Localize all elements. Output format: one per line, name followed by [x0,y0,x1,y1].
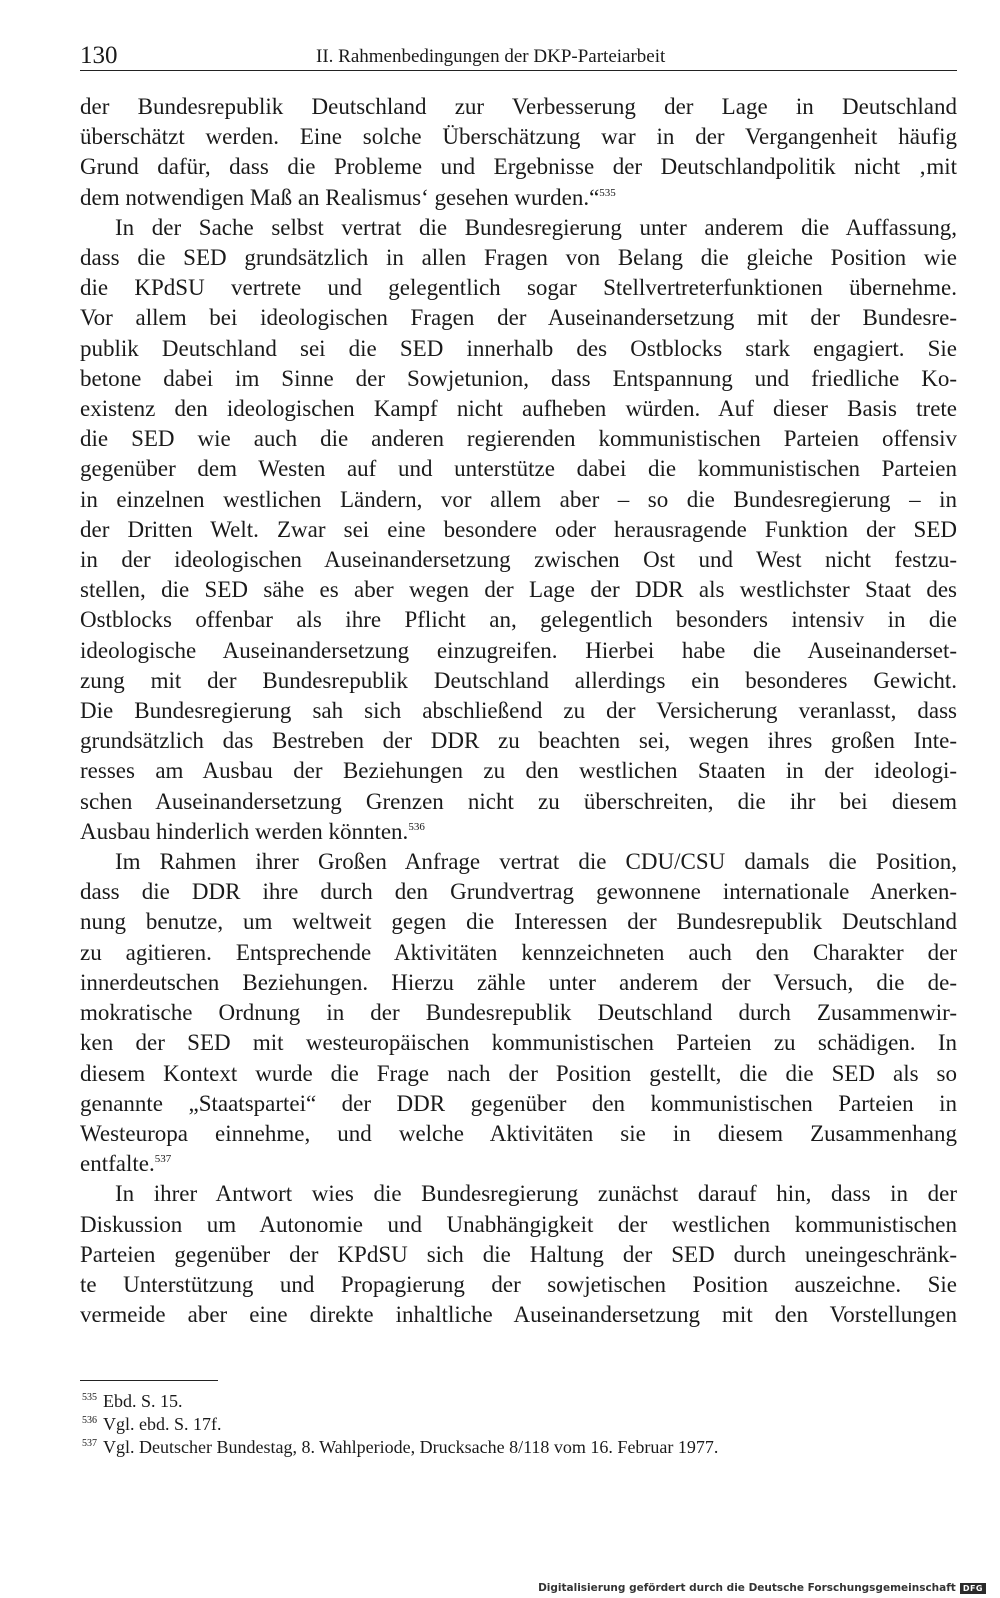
text-line: die KPdSU vertrete und gelegentlich sogar Stellvertreterfunktionen übernehme. [80,275,957,301]
text-line: resses am Ausbau der Beziehungen zu den westlichen Staaten in der ideologi- [80,758,957,784]
text-line: stellen, die SED sähe es aber wegen der Lage der DDR als westlichster Staat des [80,577,957,603]
text-line: innerdeutschen Beziehungen. Hierzu zähle unter anderem der Versuch, die de- [80,969,957,995]
text-line: gegenüber dem Westen auf und unterstütze dabei die kommunistischen Parteien [80,456,957,482]
digitization-note [538,1582,986,1594]
footnote-ref: 537 [154,1153,172,1166]
text-line: zu agitieren. Entsprechende Aktivitäten kennzeichneten auch den Charakter der [80,939,957,965]
footnote-number: 536 [82,1415,97,1426]
digitization-text: Digitalisierung gefördert durch die Deutsche Forschungsgemeinschaft [538,1582,956,1594]
footnote-text: Ebd. S. 15. [103,1391,183,1411]
footnote-ref: 536 [408,820,425,833]
text-line: der Dritten Welt. Zwar sei eine besondere oder herausragende Funktion der SED [80,516,957,542]
footnote [82,1436,952,1459]
text-line: zung mit der Bundesrepublik Deutschland allerdings ein besonderes Gewicht. [80,667,957,693]
text-line: diesem Kontext wurde die Frage nach der Position gestellt, die die SED als so [80,1060,957,1086]
text-line: nung benutze, um weltweit gegen die Interessen der Bundesrepublik Deutschland [80,909,957,935]
text-line: ideologische Auseinandersetzung einzugreifen. Hierbei habe die Auseinanderset- [80,637,957,663]
text-line: überschätzt werden. Eine solche Überschätzung war in der Vergangenheit häufig [80,124,957,150]
footnote-ref: 535 [599,186,616,199]
text-line: genannte „Staatspartei“ der DDR gegenüber den kommunistischen Parteien in [80,1090,957,1116]
footnote-text: Vgl. Deutscher Bundestag, 8. Wahlperiode, Drucksache 8/118 vom 16. Februar 1977. [103,1437,719,1457]
text-line: In ihrer Antwort wies die Bundesregierung zunächst darauf hin, dass in der [115,1181,957,1207]
text-line: betone dabei im Sinne der Sowjetunion, dass Entspannung und friedliche Ko- [80,365,957,391]
text-line: Ostblocks offenbar als ihre Pflicht an, gelegentlich besonders intensiv in die [80,607,957,633]
text-line: Grund dafür, dass die Probleme und Ergebnisse der Deutschlandpolitik nicht ‚mit [80,154,957,180]
text-line: dass die SED grundsätzlich in allen Fragen von Belang die gleiche Position wie [80,245,957,271]
footnote [82,1390,952,1413]
text-line: die SED wie auch die anderen regierenden kommunistischen Parteien offensiv [80,426,957,452]
text-line: dem notwendigen Maß an Realismus‘ gesehen wurden.“$^{535}$ [80,184,616,210]
text-line: In der Sache selbst vertrat die Bundesregierung unter anderem die Auffassung, [115,214,957,240]
text-line: publik Deutschland sei die SED innerhalb des Ostblocks stark engagiert. Sie [80,335,957,361]
text-line: Diskussion um Autonomie und Unabhängigkeit der westlichen kommunistischen [80,1211,957,1237]
text-line: ken der SED mit westeuropäischen kommunistischen Parteien zu schädigen. In [80,1030,957,1056]
page-number: 130 [80,42,118,69]
text-line: in einzelnen westlichen Ländern, vor allem aber – so die Bundesregierung – in [80,486,957,512]
footnotes [82,1390,952,1459]
page-header [80,40,957,71]
text-line: Parteien gegenüber der KPdSU sich die Haltung der SED durch uneingeschränk- [80,1241,957,1267]
text-line: der Bundesrepublik Deutschland zur Verbesserung der Lage in Deutschland [80,94,957,119]
text-line: in der ideologischen Auseinandersetzung zwischen Ost und West nicht festzu- [80,547,957,573]
text-line: entfalte.$^{537}$ [80,1151,172,1177]
footnote-text: Vgl. ebd. S. 17f. [103,1414,222,1434]
footnote [82,1413,952,1436]
footnote-number: 535 [82,1392,97,1403]
body-text [80,92,957,1330]
dfg-logo: DFG [960,1583,986,1594]
text-line: mokratische Ordnung in der Bundesrepublik Deutschland durch Zusammenwir- [80,1000,957,1026]
text-line: existenz den ideologischen Kampf nicht aufheben würden. Auf dieser Basis trete [80,396,957,422]
running-head: II. Rahmenbedingungen der DKP-Parteiarbeit [316,46,666,67]
text-line: Die Bundesregierung sah sich abschließend zu der Versicherung veranlasst, dass [80,698,957,724]
text-line: grundsätzlich das Bestreben der DDR zu beachten sei, wegen ihres großen Inte- [80,728,957,754]
text-line: Westeuropa einnehme, und welche Aktivitäten sie in diesem Zusammenhang [80,1120,957,1146]
text-line: Ausbau hinderlich werden könnten.$^{536}$ [80,818,425,844]
text-line: te Unterstützung und Propagierung der sowjetischen Position auszeichne. Sie [80,1271,957,1297]
text-line: vermeide aber eine direkte inhaltliche Auseinandersetzung mit den Vorstellungen [80,1302,957,1328]
footnote-divider [80,1380,218,1381]
text-line: Im Rahmen ihrer Großen Anfrage vertrat die CDU/CSU damals die Position, [115,849,957,875]
footnote-number: 537 [82,1438,97,1449]
text-line: schen Auseinandersetzung Grenzen nicht zu überschreiten, die ihr bei diesem [80,788,957,814]
text-line: Vor allem bei ideologischen Fragen der Auseinandersetzung mit der Bundesre- [80,305,957,331]
text-line: dass die DDR ihre durch den Grundvertrag gewonnene internationale Anerken- [80,879,957,905]
